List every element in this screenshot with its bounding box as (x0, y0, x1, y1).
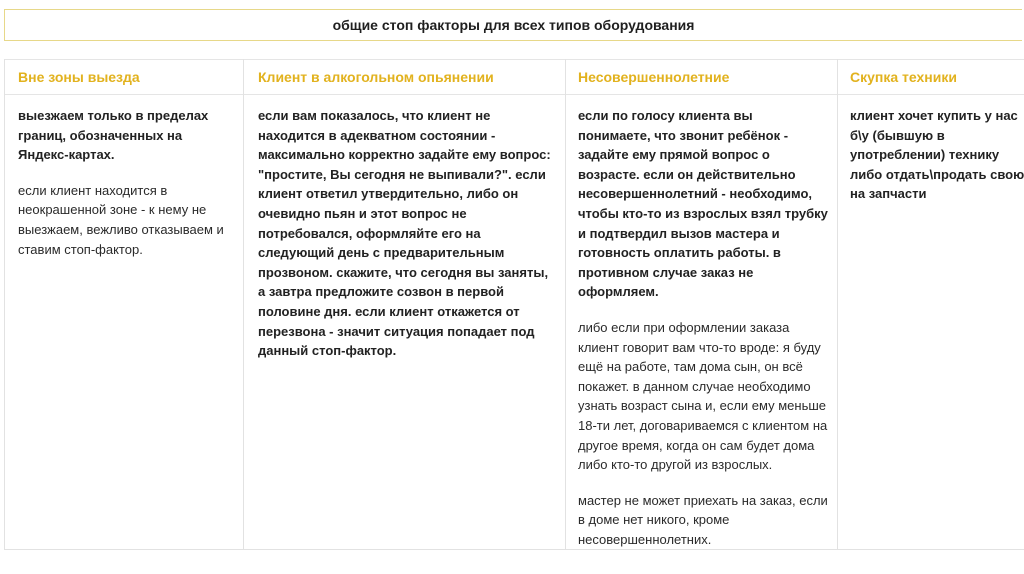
stop-factors-table (4, 59, 1024, 550)
cell-out-of-zone (18, 95, 231, 549)
cell-paragraph: мастер не может приехать на заказ, если в доме нет никого, кроме несовершеннолетних. (578, 492, 828, 547)
cell-paragraph: если вам показалось, что клиент не находится в адекватном состоянии - максимально корректно задайте ему вопрос: "простите, Вы сегодня не выпивали?". если клиент ответил утвердительно, либо он очевидно пьян и этот вопрос не потребовался, оформляйте его на следующий день с предварительным прозвоном. скажите, что сегодня вы заняты, а завтра предложите созвон в первой половине дня. если клиент откажется от перезвона - значит ситуация попадает под данный стоп-фактор. (258, 108, 551, 359)
cell-paragraph: если по голосу клиента вы понимаете, что звонит ребёнок - задайте ему прямой вопрос о возрасте. если он действительно несовершеннолетний - необходимо, чтобы кто-то из взрослых взял трубку и подтвердил вызов мастера и готовность оплатить работы. в противном случае заказ не оформляем. (578, 108, 828, 300)
cell-paragraph: либо если при оформлении заказа клиент говорит вам что-то вроде: я буду ещё на работе, там дома сын, он всё покажет. в данном случае необходимо узнать возраст сына и, если ему меньше 18-ти лет, договариваемся с клиентом на другое время, когда он сам будет дома либо кто-то другой из взрослых. (578, 319, 828, 473)
page-title-text: общие стоп факторы для всех типов оборудования (332, 17, 695, 33)
cell-paragraph: если клиент находится в неокрашенной зоне - к нему не выезжаем, вежливо отказываем и ставим стоп-фактор. (18, 182, 224, 257)
column-header-alcohol: Клиент в алкогольном опьянении (258, 69, 494, 85)
column-header-minors: Несовершеннолетние (578, 69, 730, 85)
cell-paragraph: клиент хочет купить у нас б\у (бывшую в употреблении) технику либо отдать\продать свою на запчасти (850, 108, 1024, 202)
column-divider (243, 59, 244, 549)
cell-buyback (850, 95, 1024, 549)
column-header-buyback: Скупка техники (850, 69, 957, 85)
cell-minors (578, 95, 828, 549)
column-header-out-of-zone: Вне зоны выезда (18, 69, 140, 85)
cell-alcohol (258, 95, 556, 549)
page-title (4, 9, 1022, 41)
column-divider (837, 59, 838, 549)
column-divider (565, 59, 566, 549)
cell-paragraph: выезжаем только в пределах границ, обозначенных на Яндекс-картах. (18, 108, 209, 163)
